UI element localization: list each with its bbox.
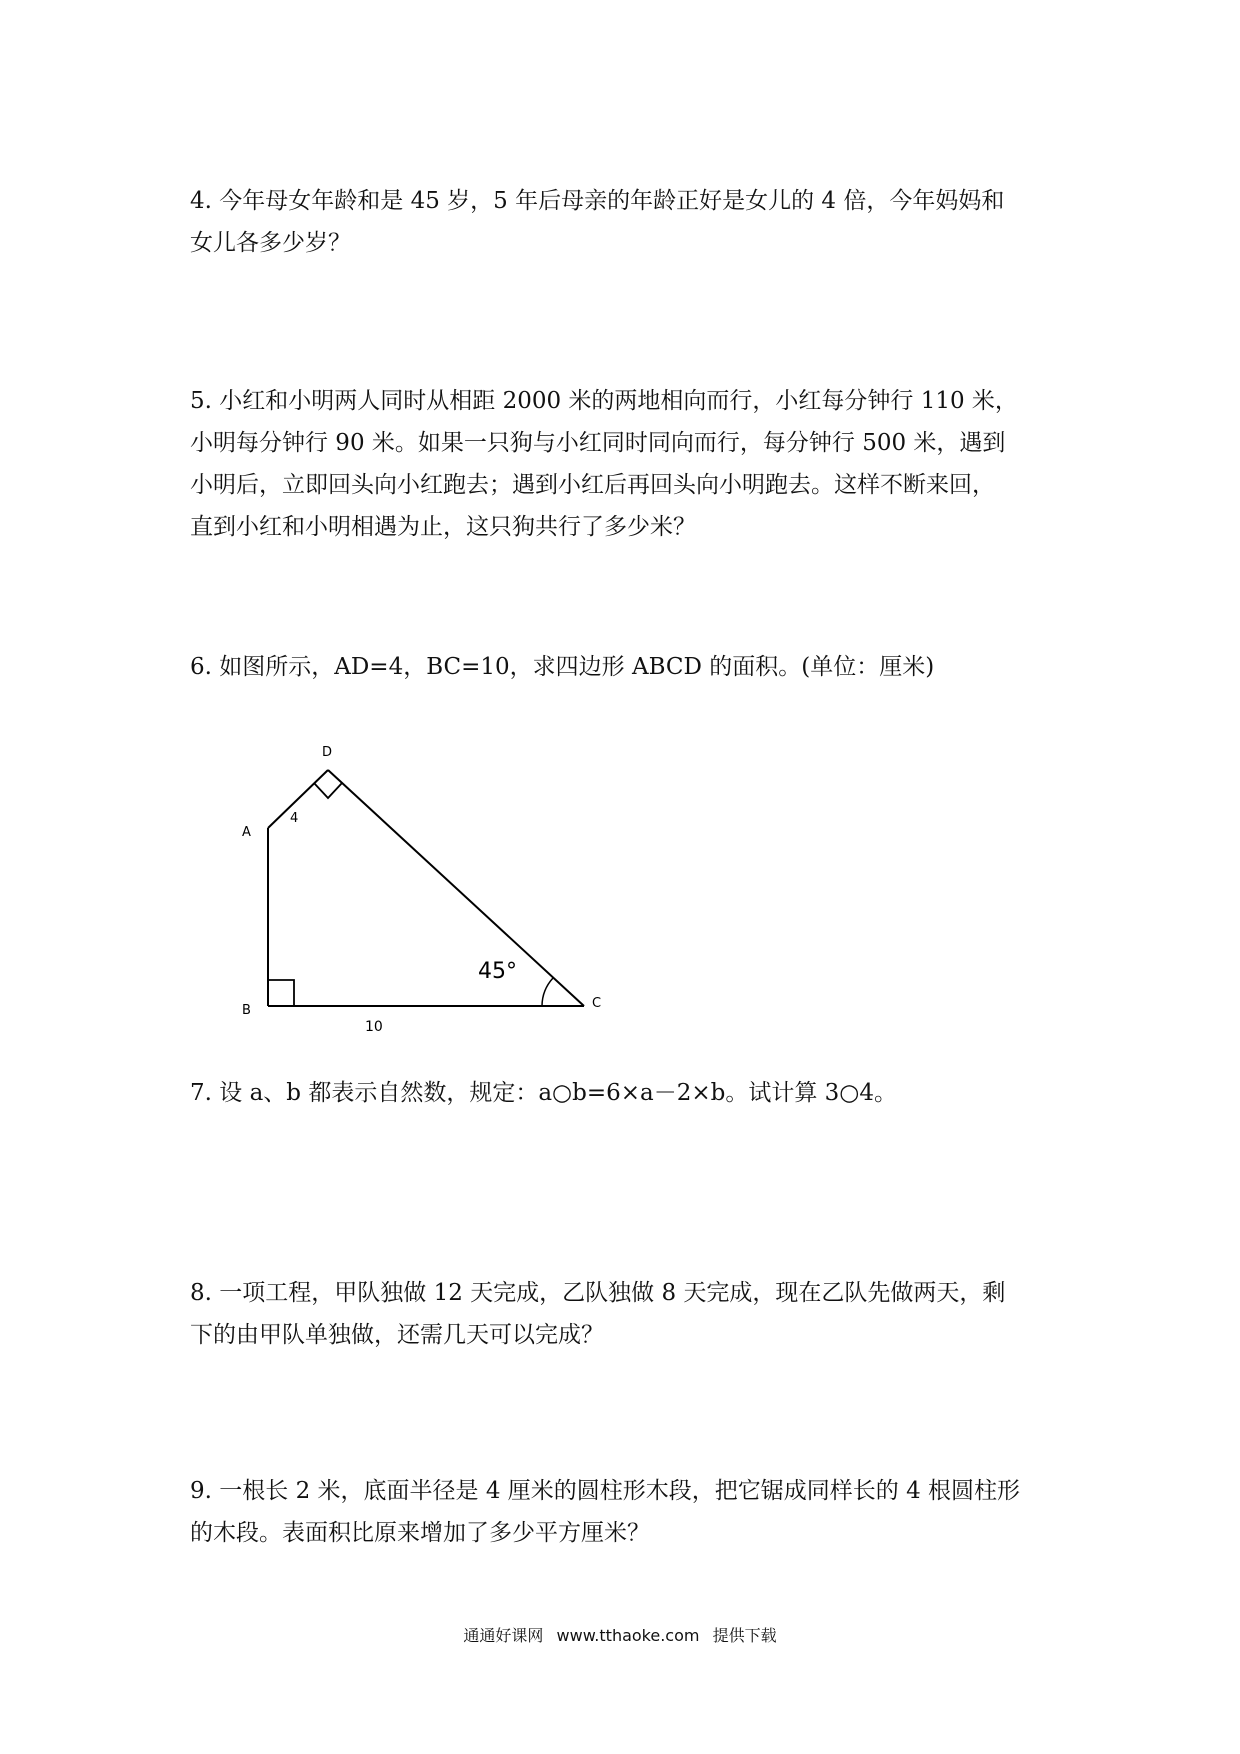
angle-arc-c: [542, 978, 553, 1006]
right-angle-mark-d: [314, 783, 342, 798]
question-4-line-1: 4. 今年母女年龄和是 45 岁，5 年后母亲的年龄正好是女儿的 4 倍，今年妈妈和: [190, 188, 1005, 214]
question-9: [190, 1470, 1070, 1554]
question-5-line-1: 5. 小红和小明两人同时从相距 2000 米的两地相向而行，小红每分钟行 110 米，: [190, 388, 1018, 414]
question-5-line-4: 直到小红和小明相遇为止，这只狗共行了多少米？: [190, 514, 696, 540]
label-a: A: [242, 825, 251, 840]
footer-suffix: 提供下载: [712, 1626, 777, 1645]
question-6: [190, 646, 1070, 688]
footer-url[interactable]: www.tthaoke.com: [556, 1626, 700, 1645]
question-9-line-2: 的木段。表面积比原来增加了多少平方厘米？: [190, 1520, 650, 1546]
question-5-line-2: 小明每分钟行 90 米。如果一只狗与小红同时同向而行，每分钟行 500 米，遇到: [190, 430, 1006, 456]
question-4-line-2: 女儿各多少岁？: [190, 230, 351, 256]
label-angle-c: 45°: [478, 959, 517, 984]
question-5: [190, 380, 1070, 548]
side-cd: [328, 770, 584, 1006]
question-5-line-3: 小明后，立即回头向小红跑去；遇到小红后再回头向小明跑去。这样不断来回，: [190, 472, 995, 498]
question-8-line-2: 下的由甲队单独做，还需几天可以完成？: [190, 1322, 604, 1348]
label-d: D: [322, 745, 333, 760]
question-8: [190, 1272, 1070, 1356]
label-c: C: [592, 996, 602, 1011]
question-4: [190, 180, 1070, 264]
label-ad-length: 4: [290, 811, 299, 826]
footer-site-name: 通通好课网: [463, 1626, 544, 1645]
question-8-line-1: 8. 一项工程，甲队独做 12 天完成，乙队独做 8 天完成，现在乙队先做两天，剩: [190, 1280, 1006, 1306]
page-footer: [0, 1623, 1240, 1646]
question-7-line-1: 7. 设 a、b 都表示自然数，规定：a○b=6×a－2×b。试计算 3○4。: [190, 1080, 897, 1106]
question-7: [190, 1072, 1070, 1114]
label-b: B: [242, 1003, 251, 1018]
question-6-line-1: 6. 如图所示，AD=4，BC=10，求四边形 ABCD 的面积。(单位：厘米): [190, 654, 935, 680]
quadrilateral-figure: [220, 735, 620, 1035]
right-angle-mark-b: [268, 980, 294, 1006]
quadrilateral-diagram: [220, 735, 620, 1035]
question-9-line-1: 9. 一根长 2 米，底面半径是 4 厘米的圆柱形木段，把它锯成同样长的 4 根圆柱形: [190, 1478, 1021, 1504]
label-bc-length: 10: [365, 1019, 383, 1035]
